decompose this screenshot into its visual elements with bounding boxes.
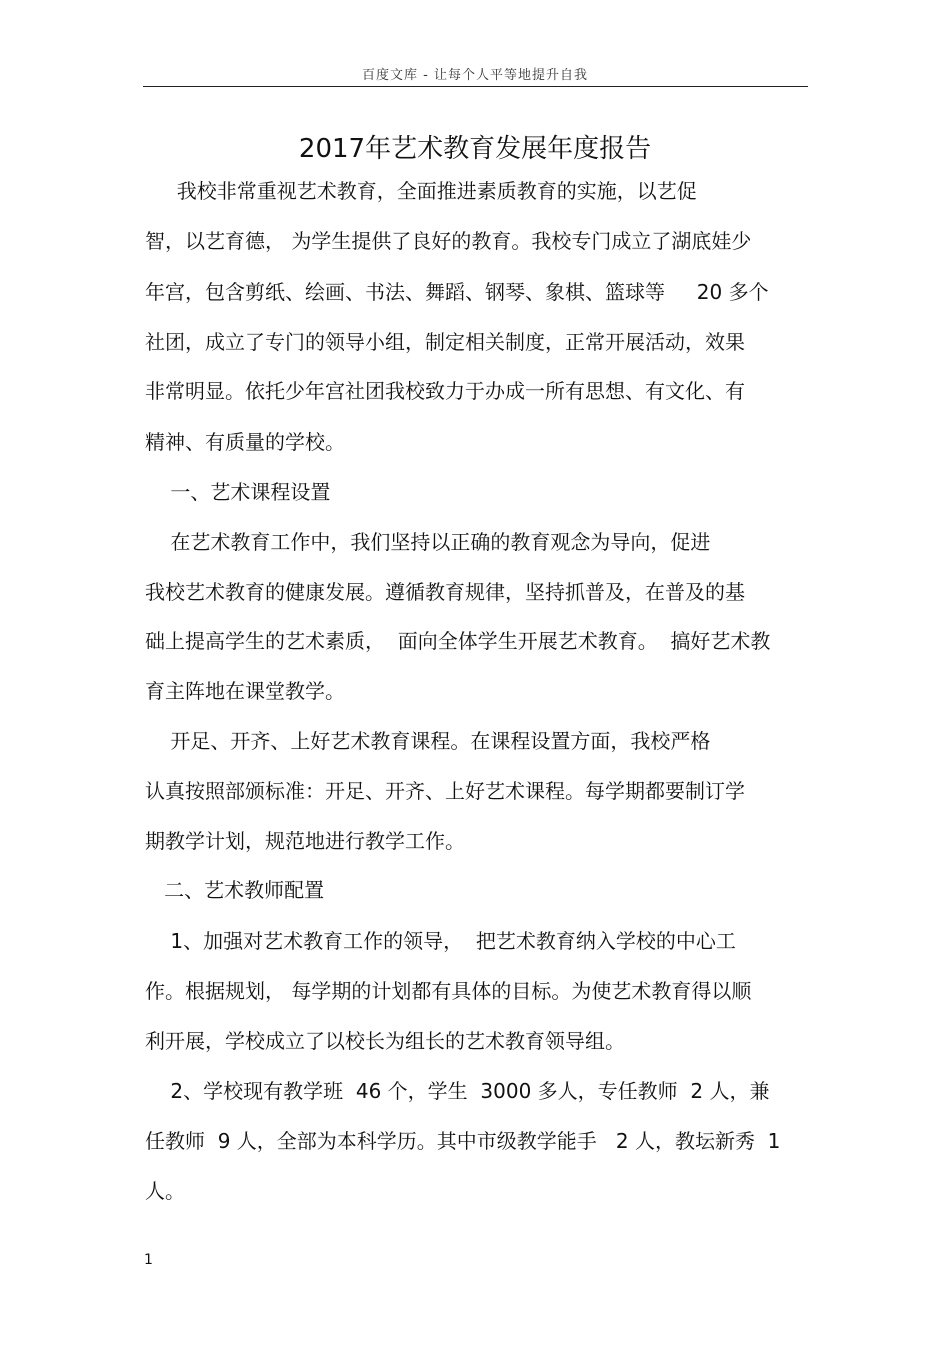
body-line: 年宫，包含剪纸、绘画、书法、舞蹈、钢琴、象棋、篮球等 20 多个: [145, 280, 769, 304]
body-line: 期教学计划，规范地进行教学工作。: [145, 829, 465, 853]
body-line: 精神、有质量的学校。: [145, 430, 345, 454]
page-number: 1: [144, 1252, 153, 1268]
body-line: 作。根据规划， 每学期的计划都有具体的目标。为使艺术教育得以顺: [145, 979, 752, 1003]
body-line: 2、学校现有教学班 46 个，学生 3000 多人，专任教师 2 人，兼: [145, 1079, 770, 1103]
body-line: 育主阵地在课堂教学。: [145, 679, 345, 703]
body-line: 社团，成立了专门的领导小组，制定相关制度，正常开展活动，效果: [145, 330, 745, 354]
body-line: 人。: [145, 1179, 185, 1203]
body-line: 我校艺术教育的健康发展。遵循教育规律，坚持抓普及，在普及的基: [145, 580, 745, 604]
body-line: 在艺术教育工作中，我们坚持以正确的教育观念为导向，促进: [145, 530, 711, 554]
section-heading: 二、艺术教师配置: [145, 878, 325, 902]
body-line: 利开展，学校成立了以校长为组长的艺术教育领导组。: [145, 1029, 625, 1053]
document-title: 2017年艺术教育发展年度报告: [298, 134, 652, 164]
body-line: 认真按照部颁标准：开足、开齐、上好艺术课程。每学期都要制订学: [145, 779, 745, 803]
body-line: 础上提高学生的艺术素质， 面向全体学生开展艺术教育。 搞好艺术教: [145, 629, 771, 653]
body-line: 智，以艺育德， 为学生提供了良好的教育。我校专门成立了湖底娃少: [145, 229, 752, 253]
body-line: 我校非常重视艺术教育，全面推进素质教育的实施，以艺促: [145, 179, 697, 203]
header-text: 百度文库 - 让每个人平等地提升自我: [362, 68, 588, 83]
section-heading: 一、艺术课程设置: [145, 480, 331, 504]
body-line: 非常明显。依托少年宫社团我校致力于办成一所有思想、有文化、有: [145, 379, 745, 403]
body-line: 1、加强对艺术教育工作的领导， 把艺术教育纳入学校的中心工: [145, 929, 736, 953]
body-line: 任教师 9 人，全部为本科学历。其中市级教学能手 2 人，教坛新秀 1: [145, 1129, 781, 1153]
header-divider: [143, 86, 808, 87]
body-line: 开足、开齐、上好艺术教育课程。在课程设置方面，我校严格: [145, 729, 711, 753]
